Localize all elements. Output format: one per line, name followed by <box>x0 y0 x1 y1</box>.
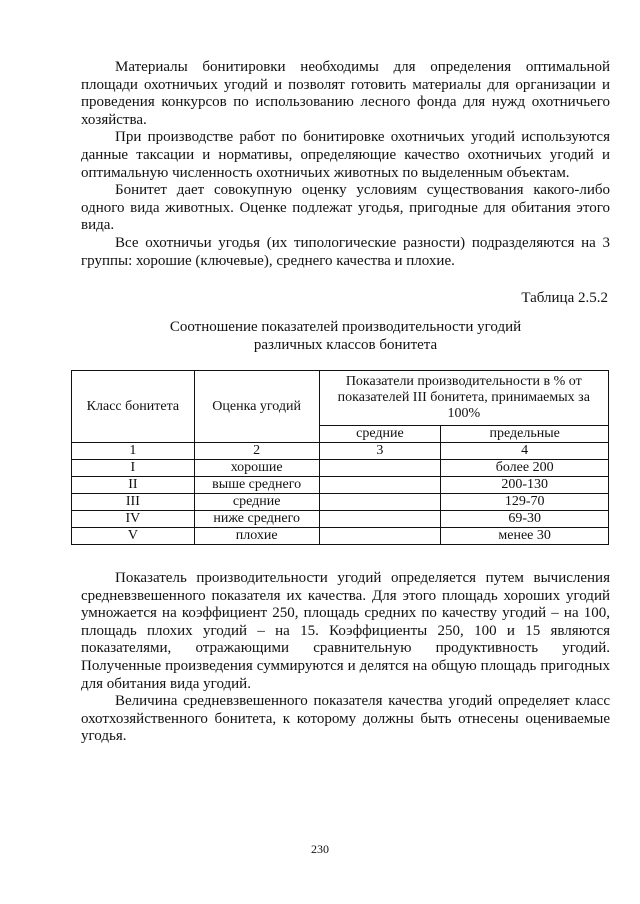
cell-limit: более 200 <box>441 460 609 477</box>
column-number: 3 <box>319 443 441 460</box>
cell-class: IV <box>72 511 195 528</box>
table-row <box>72 460 609 477</box>
column-number: 1 <box>72 443 195 460</box>
paragraph: Бонитет дает совокупную оценку условиям существования какого-либо одного вида животных. Оценке подлежат угодья, пригодные для обитания этого вида. <box>81 182 610 234</box>
cell-class: III <box>72 494 195 511</box>
cell-class: I <box>72 460 195 477</box>
table-row <box>72 511 609 528</box>
paragraph: При производстве работ по бонитировке охотничьих угодий используются данные таксации и нормативы, определяющие качество охотничьих угодий и оптимальную численность охотничьих животных по выделенным объектам. <box>81 129 610 181</box>
table-row <box>72 477 609 494</box>
table-title <box>81 318 610 354</box>
table-number: Таблица 2.5.2 <box>521 290 608 306</box>
bonitet-table <box>71 370 609 545</box>
paragraph: Величина средневзвешенного показателя качества угодий определяет класс охотхозяйственного бонитета, к которому должны быть отнесены оцениваемые угодья. <box>81 693 610 745</box>
cell-rating: средние <box>194 494 319 511</box>
header-limit: предельные <box>441 426 609 443</box>
column-number-row <box>72 443 609 460</box>
cell-limit: 69-30 <box>441 511 609 528</box>
table-row <box>72 528 609 545</box>
page-number: 230 <box>311 842 329 856</box>
cell-limit: 200-130 <box>441 477 609 494</box>
cell-rating: плохие <box>194 528 319 545</box>
paragraph: Показатель производительности угодий определяется путем вычисления средневзвешенного показателя их качества. Для этого площадь хороших угодий умножается на коэффициент 250, площадь средних по качеству угодий – на 100, площадь плохих угодий – на 15. Коэффициенты 250, 100 и 15 являются показателями, отражающими сравнительную продуктивность угодий. Полученные произведения суммируются и делятся на общую площадь пригодных для обитания вида угодий. <box>81 570 610 692</box>
cell-mid <box>319 494 441 511</box>
cell-class: II <box>72 477 195 494</box>
cell-mid <box>319 528 441 545</box>
table-title-line: различных классов бонитета <box>253 337 438 353</box>
body-text-top <box>81 59 610 270</box>
cell-rating: ниже среднего <box>194 511 319 528</box>
table-row <box>72 494 609 511</box>
paragraph: Все охотничьи угодья (их типологические разности) подразделяются на 3 группы: хорошие (ключевые), среднего качества и плохие. <box>81 234 610 269</box>
cell-rating: хорошие <box>194 460 319 477</box>
column-number: 2 <box>194 443 319 460</box>
paragraph: Материалы бонитировки необходимы для определения оптимальной площади охотничьих угодий и позволят готовить материалы для организации и проведения конкурсов по использованию лесного фонда для нужд охотничьего хозяйства. <box>81 59 610 128</box>
cell-mid <box>319 511 441 528</box>
table-title-line: Соотношение показателей производительности угодий <box>169 319 522 335</box>
header-class: Класс бонитета <box>72 371 195 443</box>
header-mid: средние <box>319 426 441 443</box>
header-rating: Оценка угодий <box>194 371 319 443</box>
cell-mid <box>319 477 441 494</box>
cell-limit: 129-70 <box>441 494 609 511</box>
cell-limit: менее 30 <box>441 528 609 545</box>
column-number: 4 <box>441 443 609 460</box>
cell-class: V <box>72 528 195 545</box>
cell-rating: выше среднего <box>194 477 319 494</box>
header-indicators: Показатели производительности в % от показателей III бонитета, принимаемых за 100% <box>319 371 608 426</box>
body-text-bottom <box>81 570 610 746</box>
cell-mid <box>319 460 441 477</box>
